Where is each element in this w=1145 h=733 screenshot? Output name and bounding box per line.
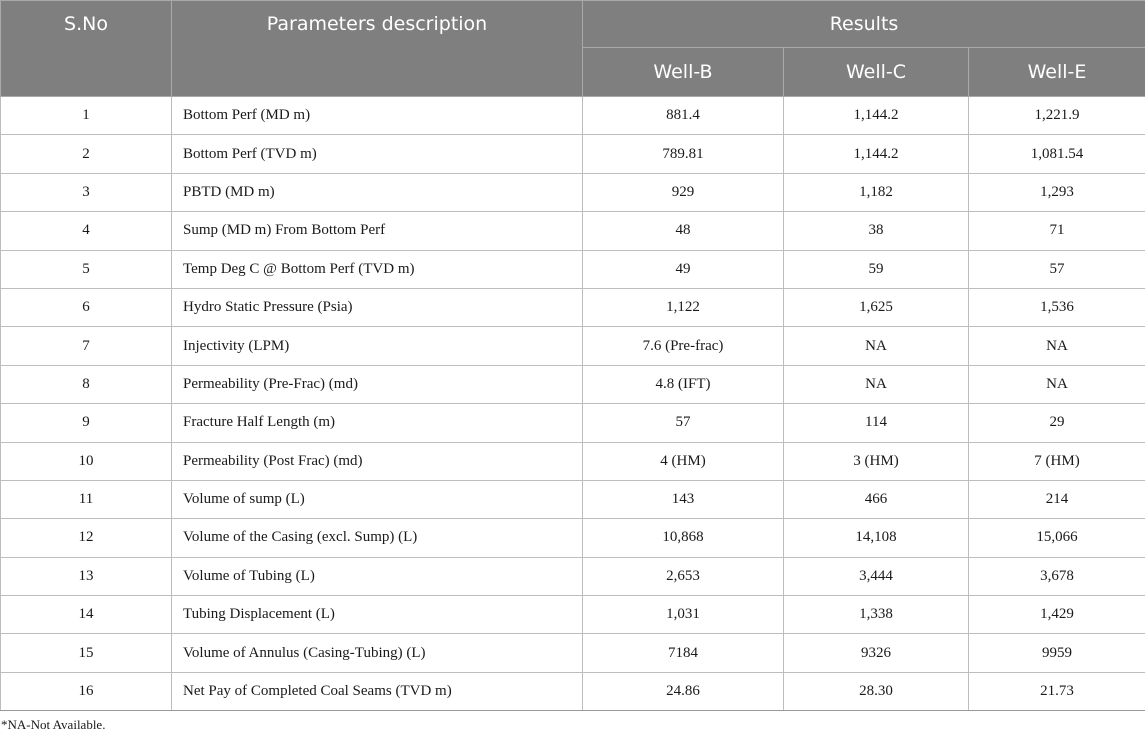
cell-sno: 3 bbox=[1, 173, 172, 211]
cell-well-c: 1,625 bbox=[784, 288, 969, 326]
cell-well-c: 3 (HM) bbox=[784, 442, 969, 480]
cell-well-c: 1,144.2 bbox=[784, 135, 969, 173]
cell-well-b: 57 bbox=[583, 404, 784, 442]
cell-well-b: 143 bbox=[583, 480, 784, 518]
cell-sno: 12 bbox=[1, 519, 172, 557]
cell-well-b: 7.6 (Pre-frac) bbox=[583, 327, 784, 365]
cell-description: Sump (MD m) From Bottom Perf bbox=[172, 212, 583, 250]
cell-description: Tubing Displacement (L) bbox=[172, 596, 583, 634]
cell-well-e: 3,678 bbox=[969, 557, 1145, 595]
cell-well-c: 28.30 bbox=[784, 672, 969, 710]
cell-well-e: 21.73 bbox=[969, 672, 1145, 710]
cell-well-e: 57 bbox=[969, 250, 1145, 288]
table-row bbox=[1, 442, 1145, 480]
cell-well-e: NA bbox=[969, 327, 1145, 365]
cell-sno: 11 bbox=[1, 480, 172, 518]
table-row bbox=[1, 327, 1145, 365]
cell-well-e: 71 bbox=[969, 212, 1145, 250]
cell-well-b: 929 bbox=[583, 173, 784, 211]
cell-description: Permeability (Pre-Frac) (md) bbox=[172, 365, 583, 403]
cell-description: Bottom Perf (MD m) bbox=[172, 97, 583, 135]
table-row bbox=[1, 404, 1145, 442]
cell-well-b: 24.86 bbox=[583, 672, 784, 710]
cell-well-c: NA bbox=[784, 365, 969, 403]
cell-description: Net Pay of Completed Coal Seams (TVD m) bbox=[172, 672, 583, 710]
table-row bbox=[1, 173, 1145, 211]
table-row bbox=[1, 212, 1145, 250]
cell-well-c: 1,182 bbox=[784, 173, 969, 211]
cell-sno: 5 bbox=[1, 250, 172, 288]
cell-sno: 9 bbox=[1, 404, 172, 442]
cell-sno: 7 bbox=[1, 327, 172, 365]
cell-well-e: 1,429 bbox=[969, 596, 1145, 634]
header-well-c: Well-C bbox=[784, 48, 969, 97]
header-description: Parameters description bbox=[172, 1, 583, 97]
cell-well-b: 789.81 bbox=[583, 135, 784, 173]
cell-well-e: 214 bbox=[969, 480, 1145, 518]
cell-well-b: 881.4 bbox=[583, 97, 784, 135]
cell-well-c: 466 bbox=[784, 480, 969, 518]
cell-well-c: NA bbox=[784, 327, 969, 365]
cell-well-e: NA bbox=[969, 365, 1145, 403]
cell-sno: 16 bbox=[1, 672, 172, 710]
cell-description: Hydro Static Pressure (Psia) bbox=[172, 288, 583, 326]
cell-well-e: 15,066 bbox=[969, 519, 1145, 557]
cell-description: Fracture Half Length (m) bbox=[172, 404, 583, 442]
table-row bbox=[1, 672, 1145, 710]
cell-sno: 14 bbox=[1, 596, 172, 634]
cell-well-e: 1,221.9 bbox=[969, 97, 1145, 135]
cell-well-e: 29 bbox=[969, 404, 1145, 442]
cell-description: Injectivity (LPM) bbox=[172, 327, 583, 365]
cell-well-b: 7184 bbox=[583, 634, 784, 672]
cell-sno: 8 bbox=[1, 365, 172, 403]
table-body bbox=[1, 97, 1145, 711]
table-row bbox=[1, 288, 1145, 326]
cell-sno: 10 bbox=[1, 442, 172, 480]
cell-well-b: 1,031 bbox=[583, 596, 784, 634]
table-row bbox=[1, 250, 1145, 288]
table-row bbox=[1, 557, 1145, 595]
cell-well-e: 1,081.54 bbox=[969, 135, 1145, 173]
cell-well-c: 114 bbox=[784, 404, 969, 442]
header-results: Results bbox=[583, 1, 1145, 48]
cell-well-e: 1,536 bbox=[969, 288, 1145, 326]
cell-description: Permeability (Post Frac) (md) bbox=[172, 442, 583, 480]
header-well-e: Well-E bbox=[969, 48, 1145, 97]
cell-well-b: 10,868 bbox=[583, 519, 784, 557]
cell-well-b: 2,653 bbox=[583, 557, 784, 595]
cell-well-c: 1,144.2 bbox=[784, 97, 969, 135]
header-well-b: Well-B bbox=[583, 48, 784, 97]
cell-sno: 15 bbox=[1, 634, 172, 672]
cell-description: Volume of Annulus (Casing-Tubing) (L) bbox=[172, 634, 583, 672]
cell-well-c: 9326 bbox=[784, 634, 969, 672]
cell-well-c: 1,338 bbox=[784, 596, 969, 634]
cell-well-c: 3,444 bbox=[784, 557, 969, 595]
cell-well-b: 49 bbox=[583, 250, 784, 288]
cell-sno: 13 bbox=[1, 557, 172, 595]
cell-description: Bottom Perf (TVD m) bbox=[172, 135, 583, 173]
cell-sno: 6 bbox=[1, 288, 172, 326]
cell-description: Volume of the Casing (excl. Sump) (L) bbox=[172, 519, 583, 557]
cell-well-b: 4.8 (IFT) bbox=[583, 365, 784, 403]
table-row bbox=[1, 365, 1145, 403]
cell-description: Volume of sump (L) bbox=[172, 480, 583, 518]
cell-well-c: 38 bbox=[784, 212, 969, 250]
cell-well-b: 1,122 bbox=[583, 288, 784, 326]
cell-description: Volume of Tubing (L) bbox=[172, 557, 583, 595]
table-row bbox=[1, 135, 1145, 173]
header-sno: S.No bbox=[1, 1, 172, 97]
cell-well-c: 59 bbox=[784, 250, 969, 288]
table-row bbox=[1, 97, 1145, 135]
footnote: *NA-Not Available. bbox=[1, 717, 106, 732]
cell-sno: 2 bbox=[1, 135, 172, 173]
cell-well-b: 48 bbox=[583, 212, 784, 250]
cell-well-e: 7 (HM) bbox=[969, 442, 1145, 480]
table-row bbox=[1, 634, 1145, 672]
cell-well-c: 14,108 bbox=[784, 519, 969, 557]
table-row bbox=[1, 480, 1145, 518]
table-header bbox=[1, 1, 1145, 97]
cell-description: Temp Deg C @ Bottom Perf (TVD m) bbox=[172, 250, 583, 288]
cell-well-e: 9959 bbox=[969, 634, 1145, 672]
table-row bbox=[1, 519, 1145, 557]
table-row bbox=[1, 596, 1145, 634]
cell-well-e: 1,293 bbox=[969, 173, 1145, 211]
cell-description: PBTD (MD m) bbox=[172, 173, 583, 211]
cell-well-b: 4 (HM) bbox=[583, 442, 784, 480]
cell-sno: 1 bbox=[1, 97, 172, 135]
cell-sno: 4 bbox=[1, 212, 172, 250]
